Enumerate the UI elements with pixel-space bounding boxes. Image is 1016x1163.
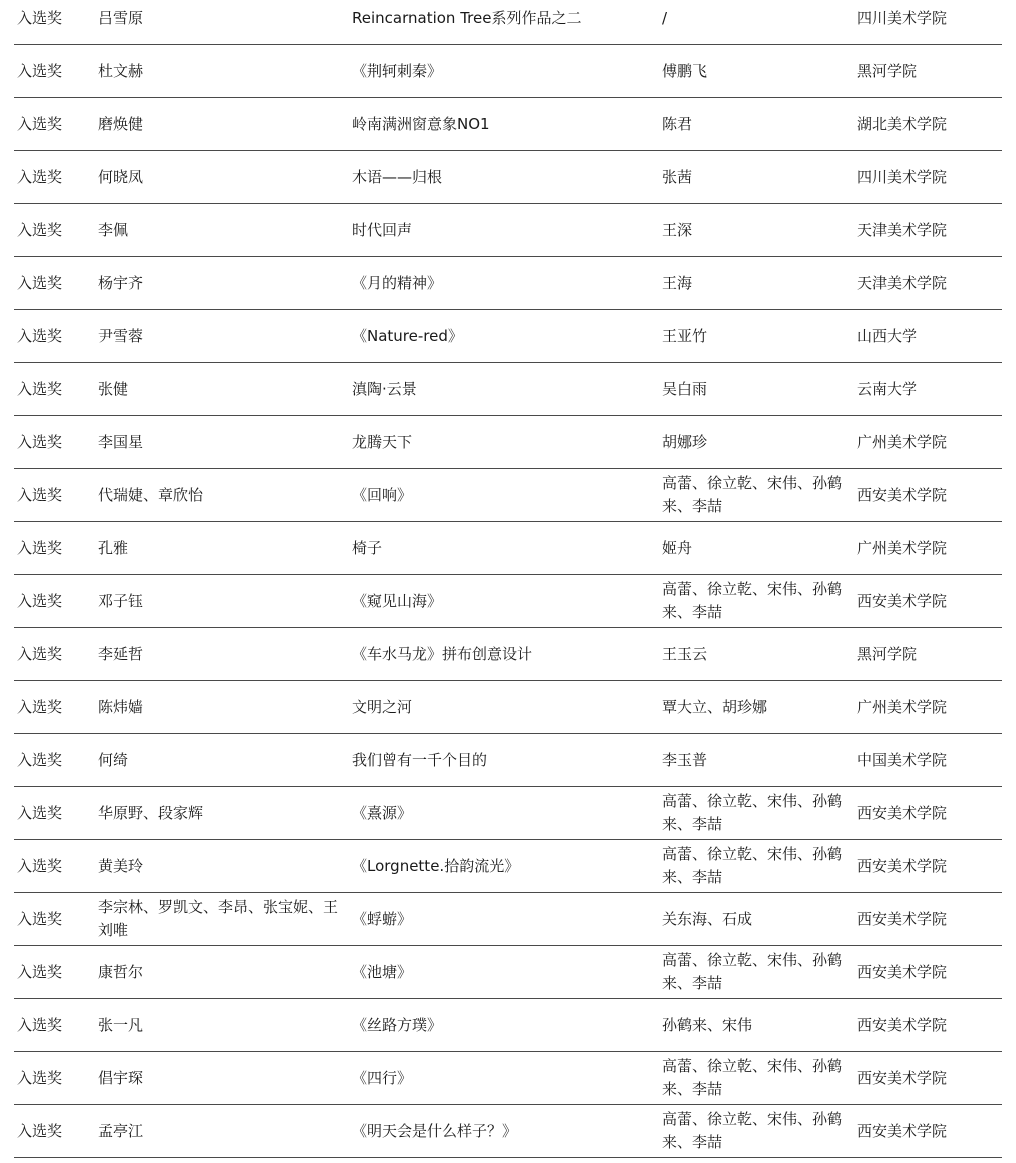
table-row — [14, 0, 1002, 45]
school-cell — [857, 363, 1002, 415]
work-title-cell — [352, 1105, 657, 1157]
award-cell-text: 入选奖 — [17, 538, 63, 557]
work-title-cell — [352, 1052, 657, 1104]
advisor-cell-text: 高蕾、徐立乾、宋伟、孙鹤来、李喆 — [662, 792, 843, 833]
table-row — [14, 734, 1002, 787]
school-cell-text: 西安美术学院 — [857, 1121, 948, 1140]
work-title-cell-text: 文明之河 — [352, 697, 413, 716]
school-cell — [857, 1105, 1002, 1157]
work-title-cell — [352, 522, 657, 574]
author-cell — [98, 893, 348, 945]
author-cell — [98, 1052, 348, 1104]
table-row — [14, 204, 1002, 257]
author-cell — [98, 151, 348, 203]
author-cell — [98, 999, 348, 1051]
work-title-cell-text: 《月的精神》 — [352, 273, 443, 292]
advisor-cell-text: 傅鹏飞 — [662, 61, 708, 80]
work-title-cell — [352, 893, 657, 945]
work-title-cell-text: 《荆轲刺秦》 — [352, 61, 443, 80]
advisor-cell-text: 吴白雨 — [662, 379, 708, 398]
author-cell — [98, 257, 348, 309]
advisor-cell — [662, 734, 852, 786]
award-cell-text: 入选奖 — [17, 1015, 63, 1034]
author-cell-text: 何绮 — [98, 750, 129, 769]
author-cell-text: 倡宇琛 — [98, 1068, 144, 1087]
award-cell-text: 入选奖 — [17, 1121, 63, 1140]
award-cell — [17, 522, 97, 574]
author-cell — [98, 575, 348, 627]
award-cell — [17, 257, 97, 309]
table-row — [14, 363, 1002, 416]
award-cell-text: 入选奖 — [17, 379, 63, 398]
table-row — [14, 98, 1002, 151]
work-title-cell — [352, 999, 657, 1051]
table-row — [14, 257, 1002, 310]
author-cell-text: 华原野、段家辉 — [98, 803, 204, 822]
award-cell — [17, 98, 97, 150]
advisor-cell-text: / — [662, 8, 668, 27]
author-cell-text: 陈炜嫱 — [98, 697, 144, 716]
school-cell-text: 四川美术学院 — [857, 8, 948, 27]
school-cell-text: 西安美术学院 — [857, 803, 948, 822]
table-row — [14, 946, 1002, 999]
work-title-cell-text: 《丝路方璞》 — [352, 1015, 443, 1034]
school-cell-text: 湖北美术学院 — [857, 114, 948, 133]
work-title-cell-text: 《回响》 — [352, 485, 413, 504]
author-cell — [98, 840, 348, 892]
school-cell — [857, 204, 1002, 256]
award-cell-text: 入选奖 — [17, 697, 63, 716]
school-cell — [857, 257, 1002, 309]
school-cell-text: 黑河学院 — [857, 644, 918, 663]
work-title-cell — [352, 575, 657, 627]
award-cell-text: 入选奖 — [17, 962, 63, 981]
advisor-cell — [662, 1105, 852, 1157]
school-cell-text: 云南大学 — [857, 379, 918, 398]
award-cell-text: 入选奖 — [17, 591, 63, 610]
author-cell — [98, 45, 348, 97]
award-cell — [17, 1052, 97, 1104]
award-cell — [17, 681, 97, 733]
work-title-cell-text: 时代回声 — [352, 220, 413, 239]
work-title-cell — [352, 45, 657, 97]
advisor-cell — [662, 787, 852, 839]
school-cell-text: 山西大学 — [857, 326, 918, 345]
advisor-cell — [662, 204, 852, 256]
award-cell-text: 入选奖 — [17, 114, 63, 133]
award-cell-text: 入选奖 — [17, 1068, 63, 1087]
author-cell-text: 张健 — [98, 379, 129, 398]
work-title-cell — [352, 151, 657, 203]
work-title-cell — [352, 257, 657, 309]
author-cell — [98, 681, 348, 733]
advisor-cell — [662, 999, 852, 1051]
work-title-cell-text: 《车水马龙》拼布创意设计 — [352, 644, 533, 663]
school-cell-text: 四川美术学院 — [857, 167, 948, 186]
advisor-cell — [662, 522, 852, 574]
advisor-cell — [662, 98, 852, 150]
school-cell-text: 西安美术学院 — [857, 909, 948, 928]
advisor-cell-text: 高蕾、徐立乾、宋伟、孙鹤来、李喆 — [662, 1057, 843, 1098]
work-title-cell — [352, 310, 657, 362]
school-cell — [857, 310, 1002, 362]
school-cell — [857, 151, 1002, 203]
author-cell-text: 李国星 — [98, 432, 144, 451]
advisor-cell — [662, 681, 852, 733]
author-cell — [98, 0, 348, 44]
award-cell — [17, 0, 97, 44]
table-row — [14, 522, 1002, 575]
author-cell-text: 何晓凤 — [98, 167, 144, 186]
school-cell — [857, 0, 1002, 44]
author-cell — [98, 363, 348, 415]
award-cell-text: 入选奖 — [17, 644, 63, 663]
school-cell — [857, 893, 1002, 945]
advisor-cell — [662, 151, 852, 203]
work-title-cell — [352, 98, 657, 150]
author-cell — [98, 416, 348, 468]
school-cell-text: 黑河学院 — [857, 61, 918, 80]
work-title-cell — [352, 787, 657, 839]
school-cell — [857, 681, 1002, 733]
school-cell — [857, 628, 1002, 680]
award-cell — [17, 946, 97, 998]
author-cell — [98, 522, 348, 574]
school-cell — [857, 416, 1002, 468]
award-cell-text: 入选奖 — [17, 220, 63, 239]
work-title-cell — [352, 946, 657, 998]
school-cell-text: 天津美术学院 — [857, 273, 948, 292]
author-cell — [98, 98, 348, 150]
award-cell-text: 入选奖 — [17, 8, 63, 27]
advisor-cell-text: 高蕾、徐立乾、宋伟、孙鹤来、李喆 — [662, 580, 843, 621]
author-cell — [98, 310, 348, 362]
work-title-cell-text: 木语——归根 — [352, 167, 443, 186]
advisor-cell-text: 王亚竹 — [662, 326, 708, 345]
work-title-cell-text: 我们曾有一千个目的 — [352, 750, 488, 769]
award-cell-text: 入选奖 — [17, 750, 63, 769]
author-cell-text: 黄美玲 — [98, 856, 144, 875]
work-title-cell — [352, 0, 657, 44]
work-title-cell — [352, 840, 657, 892]
work-title-cell-text: 《Lorgnette.拾韵流光》 — [352, 856, 520, 875]
table-row — [14, 416, 1002, 469]
award-cell — [17, 151, 97, 203]
school-cell-text: 广州美术学院 — [857, 697, 948, 716]
advisor-cell-text: 高蕾、徐立乾、宋伟、孙鹤来、李喆 — [662, 474, 843, 515]
work-title-cell — [352, 204, 657, 256]
school-cell-text: 西安美术学院 — [857, 485, 948, 504]
advisor-cell — [662, 469, 852, 521]
award-cell — [17, 787, 97, 839]
advisor-cell — [662, 257, 852, 309]
advisor-cell-text: 胡娜珍 — [662, 432, 708, 451]
school-cell-text: 西安美术学院 — [857, 1015, 948, 1034]
author-cell — [98, 204, 348, 256]
advisor-cell-text: 王玉云 — [662, 644, 708, 663]
award-cell-text: 入选奖 — [17, 432, 63, 451]
table-row — [14, 787, 1002, 840]
school-cell — [857, 522, 1002, 574]
advisor-cell — [662, 946, 852, 998]
award-cell — [17, 628, 97, 680]
work-title-cell — [352, 681, 657, 733]
school-cell-text: 西安美术学院 — [857, 591, 948, 610]
award-cell-text: 入选奖 — [17, 909, 63, 928]
author-cell-text: 磨焕健 — [98, 114, 144, 133]
award-cell-text: 入选奖 — [17, 273, 63, 292]
advisor-cell-text: 孙鹤来、宋伟 — [662, 1015, 753, 1034]
author-cell — [98, 734, 348, 786]
advisor-cell-text: 陈君 — [662, 114, 693, 133]
advisor-cell — [662, 840, 852, 892]
school-cell — [857, 575, 1002, 627]
work-title-cell-text: 《四行》 — [352, 1068, 413, 1087]
advisor-cell — [662, 310, 852, 362]
table-row — [14, 1105, 1002, 1158]
work-title-cell-text: Reincarnation Tree系列作品之二 — [352, 8, 582, 27]
award-cell — [17, 893, 97, 945]
award-table — [14, 0, 1002, 1158]
work-title-cell-text: 《窥见山海》 — [352, 591, 443, 610]
school-cell — [857, 946, 1002, 998]
school-cell-text: 广州美术学院 — [857, 538, 948, 557]
school-cell — [857, 469, 1002, 521]
award-cell-text: 入选奖 — [17, 167, 63, 186]
author-cell-text: 张一凡 — [98, 1015, 144, 1034]
advisor-cell-text: 李玉普 — [662, 750, 708, 769]
advisor-cell — [662, 45, 852, 97]
award-cell — [17, 469, 97, 521]
advisor-cell — [662, 1052, 852, 1104]
table-row — [14, 151, 1002, 204]
school-cell — [857, 45, 1002, 97]
author-cell — [98, 787, 348, 839]
award-cell — [17, 45, 97, 97]
award-cell-text: 入选奖 — [17, 856, 63, 875]
advisor-cell — [662, 575, 852, 627]
work-title-cell — [352, 734, 657, 786]
school-cell — [857, 1052, 1002, 1104]
award-cell-text: 入选奖 — [17, 803, 63, 822]
table-row — [14, 999, 1002, 1052]
advisor-cell-text: 高蕾、徐立乾、宋伟、孙鹤来、李喆 — [662, 1110, 843, 1151]
school-cell — [857, 98, 1002, 150]
author-cell-text: 尹雪蓉 — [98, 326, 144, 345]
advisor-cell — [662, 893, 852, 945]
advisor-cell-text: 姬舟 — [662, 538, 693, 557]
author-cell-text: 李佩 — [98, 220, 129, 239]
author-cell — [98, 946, 348, 998]
author-cell — [98, 628, 348, 680]
work-title-cell-text: 滇陶·云景 — [352, 379, 417, 398]
work-title-cell — [352, 469, 657, 521]
table-row — [14, 681, 1002, 734]
work-title-cell-text: 《Nature-red》 — [352, 326, 463, 345]
table-row — [14, 310, 1002, 363]
author-cell-text: 代瑞婕、章欣怡 — [98, 485, 204, 504]
work-title-cell-text: 椅子 — [352, 538, 383, 557]
work-title-cell-text: 《蜉蝣》 — [352, 909, 413, 928]
advisor-cell-text: 王海 — [662, 273, 693, 292]
award-cell — [17, 310, 97, 362]
work-title-cell-text: 龙腾天下 — [352, 432, 413, 451]
work-title-cell-text: 岭南满洲窗意象NO1 — [352, 114, 490, 133]
author-cell-text: 康哲尔 — [98, 962, 144, 981]
advisor-cell-text: 高蕾、徐立乾、宋伟、孙鹤来、李喆 — [662, 845, 843, 886]
author-cell-text: 孔雅 — [98, 538, 129, 557]
award-cell — [17, 416, 97, 468]
table-row — [14, 840, 1002, 893]
advisor-cell-text: 关东海、石成 — [662, 909, 753, 928]
table-row — [14, 1052, 1002, 1105]
advisor-cell — [662, 628, 852, 680]
advisor-cell-text: 王深 — [662, 220, 693, 239]
author-cell-text: 孟亭江 — [98, 1121, 144, 1140]
award-cell-text: 入选奖 — [17, 326, 63, 345]
award-cell-text: 入选奖 — [17, 61, 63, 80]
school-cell — [857, 787, 1002, 839]
work-title-cell — [352, 363, 657, 415]
work-title-cell — [352, 416, 657, 468]
award-cell — [17, 1105, 97, 1157]
author-cell-text: 吕雪原 — [98, 8, 144, 27]
table-row — [14, 575, 1002, 628]
work-title-cell-text: 《池塘》 — [352, 962, 413, 981]
school-cell — [857, 999, 1002, 1051]
school-cell-text: 中国美术学院 — [857, 750, 948, 769]
award-cell — [17, 575, 97, 627]
author-cell-text: 杨宇齐 — [98, 273, 144, 292]
advisor-cell-text: 张茜 — [662, 167, 693, 186]
school-cell-text: 西安美术学院 — [857, 1068, 948, 1087]
award-cell — [17, 734, 97, 786]
award-cell — [17, 840, 97, 892]
author-cell-text: 杜文赫 — [98, 61, 144, 80]
author-cell — [98, 469, 348, 521]
award-cell — [17, 999, 97, 1051]
award-cell-text: 入选奖 — [17, 485, 63, 504]
advisor-cell — [662, 416, 852, 468]
table-row — [14, 45, 1002, 98]
author-cell-text: 李延哲 — [98, 644, 144, 663]
school-cell-text: 西安美术学院 — [857, 856, 948, 875]
advisor-cell — [662, 0, 852, 44]
author-cell-text: 邓子钰 — [98, 591, 144, 610]
award-cell — [17, 204, 97, 256]
author-cell — [98, 1105, 348, 1157]
school-cell — [857, 734, 1002, 786]
author-cell-text: 李宗林、罗凯文、李昂、张宝妮、王刘唯 — [98, 898, 339, 939]
advisor-cell-text: 覃大立、胡珍娜 — [662, 697, 768, 716]
table-row — [14, 469, 1002, 522]
table-row — [14, 628, 1002, 681]
school-cell-text: 西安美术学院 — [857, 962, 948, 981]
award-cell — [17, 363, 97, 415]
advisor-cell — [662, 363, 852, 415]
school-cell — [857, 840, 1002, 892]
work-title-cell-text: 《熹源》 — [352, 803, 413, 822]
work-title-cell-text: 《明天会是什么样子？》 — [352, 1121, 518, 1140]
school-cell-text: 广州美术学院 — [857, 432, 948, 451]
work-title-cell — [352, 628, 657, 680]
table-row — [14, 893, 1002, 946]
school-cell-text: 天津美术学院 — [857, 220, 948, 239]
advisor-cell-text: 高蕾、徐立乾、宋伟、孙鹤来、李喆 — [662, 951, 843, 992]
